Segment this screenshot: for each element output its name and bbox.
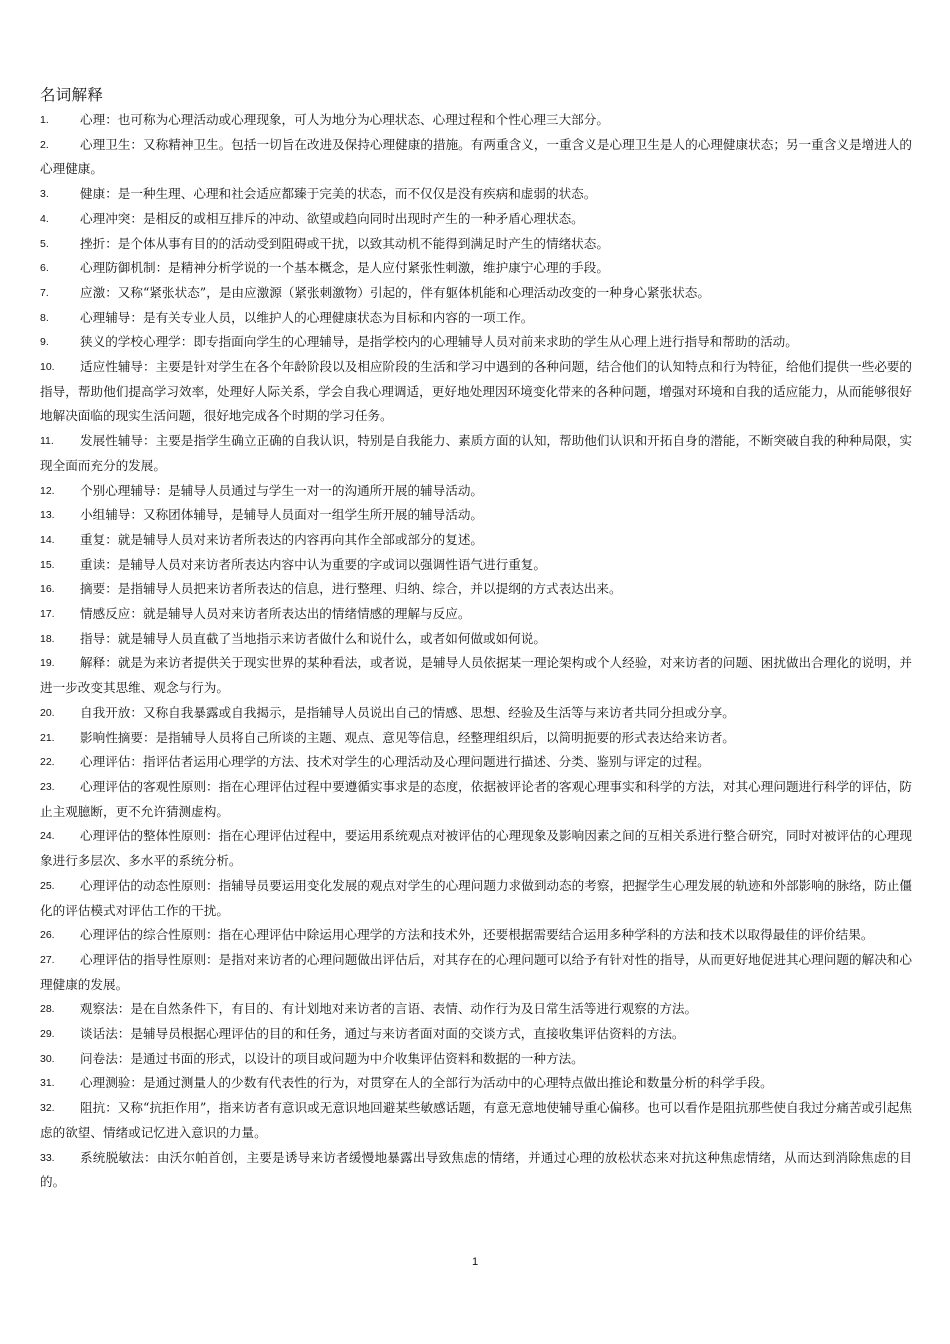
term-number: 13. <box>40 509 55 522</box>
term-number: 18. <box>40 632 55 645</box>
term-definition-text: 系统脱敏法：由沃尔帕首创，主要是诱导来访者缓慢地暴露出导致焦虑的情绪，并通过心理的放松状态来对抗这种焦虑情绪，从而达到消除焦虑的目的。 <box>40 1149 912 1190</box>
term-definition-text: 心理防御机制：是精神分析学说的一个基本概念，是人应付紧张性刺激，维护康宁心理的手段。 <box>80 260 609 276</box>
term-item <box>40 108 912 133</box>
term-definition-text: 心理评估的综合性原则：指在心理评估中除运用心理学的方法和技术外，还要根据需要结合运用多种学科的方法和技术以取得最佳的评价结果。 <box>80 927 874 943</box>
term-number: 2. <box>40 138 49 151</box>
document-title: 名词解释 <box>40 86 104 104</box>
term-definition-text: 心理评估的动态性原则：指辅导员要运用变化发展的观点对学生的心理问题力求做到动态的考察，把握学生心理发展的轨迹和外部影响的脉络，防止僵化的评估模式对评估工作的干扰。 <box>40 877 912 918</box>
term-definition-text: 摘要：是指辅导人员把来访者所表达的信息，进行整理、归纳、综合，并以提纲的方式表达出来。 <box>80 581 622 597</box>
term-number: 10. <box>40 361 55 374</box>
term-item <box>40 1022 912 1047</box>
term-number: 14. <box>40 533 55 546</box>
term-number: 1. <box>40 114 49 126</box>
term-item <box>40 256 912 281</box>
term-definition-text: 影响性摘要：是指辅导人员将自己所谈的主题、观点、意见等信息，经整理组织后，以简明扼要的形式表达给来访者。 <box>80 729 735 745</box>
term-definition-text: 心理卫生：又称精神卫生。包括一切旨在改进及保持心理健康的措施。有两重含义，一重含义是心理卫生是人的心理健康状态；另一重含义是增进人的心理健康。 <box>40 136 912 177</box>
term-definition-text: 发展性辅导：主要是指学生确立正确的自我认识，特别是自我能力、素质方面的认知，帮助他们认识和开拓自身的潜能，不断突破自我的种种局限，实现全面而充分的发展。 <box>40 433 912 473</box>
term-item <box>40 133 912 182</box>
term-number: 20. <box>40 706 55 719</box>
term-item <box>40 577 912 602</box>
term-definition-text: 心理评估：指评估者运用心理学的方法、技术对学生的心理活动及心理问题进行描述、分类、鉴别与评定的过程。 <box>80 754 710 770</box>
term-definition-text: 小组辅导：又称团体辅导，是辅导人员面对一组学生所开展的辅导活动。 <box>80 507 483 523</box>
term-number: 30. <box>40 1052 55 1065</box>
term-number: 24. <box>40 830 55 843</box>
term-item <box>40 997 912 1022</box>
term-item <box>40 701 912 726</box>
page-number: 1 <box>471 1256 479 1268</box>
term-item <box>40 503 912 528</box>
term-item <box>40 330 912 355</box>
term-definition-text: 问卷法：是通过书面的形式，以设计的项目或问题为中介收集评估资料和数据的一种方法。 <box>80 1050 584 1066</box>
term-number: 31. <box>40 1077 55 1090</box>
term-definition-text: 健康：是一种生理、心理和社会适应都臻于完美的状态，而不仅仅是没有疾病和虚弱的状态。 <box>80 186 597 202</box>
term-definition-list <box>40 108 912 1195</box>
term-number: 25. <box>40 879 55 892</box>
term-number: 17. <box>40 608 55 621</box>
term-item <box>40 651 912 700</box>
term-item <box>40 553 912 578</box>
term-item <box>40 528 912 553</box>
term-item <box>40 1096 912 1145</box>
term-number: 15. <box>40 558 55 571</box>
term-item <box>40 775 912 824</box>
term-item <box>40 355 912 429</box>
term-number: 26. <box>40 929 55 942</box>
term-number: 4. <box>40 212 49 225</box>
term-item <box>40 232 912 257</box>
term-item <box>40 750 912 775</box>
term-number: 22. <box>40 756 55 769</box>
term-item <box>40 1047 912 1072</box>
term-item <box>40 207 912 232</box>
term-number: 32. <box>40 1102 55 1115</box>
term-definition-text: 重复：就是辅导人员对来访者所表达的内容再向其作全部或部分的复述。 <box>80 531 483 547</box>
term-number: 5. <box>40 237 49 250</box>
term-definition-text: 心理辅导：是有关专业人员，以维护人的心理健康状态为目标和内容的一项工作。 <box>80 309 534 325</box>
term-definition-text: 适应性辅导：主要是针对学生在各个年龄阶段以及相应阶段的生活和学习中遇到的各种问题，结合他们的认知特点和行为特征，给他们提供一些必要的指导，帮助他们提高学习效率，处理好人际关系，学会自我心理调适，更好地处理因环境变化带来的各种问题，增强对环境和自我的适应能力，从而能够很好地解决面临的现实生活问题，很好地完成各个时期的学习任务。 <box>40 359 912 424</box>
term-definition-text: 重读：是辅导人员对来访者所表达内容中认为重要的字或词以强调性语气进行重复。 <box>80 556 546 572</box>
term-item <box>40 1146 912 1195</box>
term-item <box>40 429 912 478</box>
term-item <box>40 824 912 873</box>
term-definition-text: 挫折：是个体从事有目的的活动受到阻碍或干扰，以致其动机不能得到满足时产生的情绪状态。 <box>80 235 609 251</box>
term-definition-text: 观察法：是在自然条件下，有目的、有计划地对来访者的言语、表情、动作行为及日常生活等进行观察的方法。 <box>80 1001 698 1017</box>
term-definition-text: 心理冲突：是相反的或相互排斥的冲动、欲望或趋向同时出现时产生的一种矛盾心理状态。 <box>80 210 584 226</box>
term-number: 6. <box>40 262 49 275</box>
term-number: 28. <box>40 1003 55 1016</box>
term-definition-text: 谈话法：是辅导员根据心理评估的目的和任务，通过与来访者面对面的交谈方式，直接收集评估资料的方法。 <box>80 1026 685 1042</box>
term-number: 3. <box>40 188 49 201</box>
term-item <box>40 1071 912 1096</box>
term-definition-text: 自我开放：又称自我暴露或自我揭示，是指辅导人员说出自己的情感、思想、经验及生活等与来访者共同分担或分享。 <box>80 704 735 720</box>
term-definition-text: 情感反应：就是辅导人员对来访者所表达出的情绪情感的理解与反应。 <box>80 606 471 622</box>
term-definition-text: 心理测验：是通过测量人的少数有代表性的行为，对贯穿在人的全部行为活动中的心理特点做出推论和数量分析的科学手段。 <box>80 1075 773 1091</box>
term-number: 7. <box>40 286 49 299</box>
term-number: 11. <box>40 435 54 448</box>
term-item <box>40 306 912 331</box>
term-item <box>40 281 912 306</box>
term-item <box>40 726 912 751</box>
term-definition-text: 解释：就是为来访者提供关于现实世界的某种看法，或者说，是辅导人员依据某一理论架构或个人经验，对来访者的问题、困扰做出合理化的说明，并进一步改变其思维、观念与行为。 <box>40 655 912 696</box>
term-item <box>40 923 912 948</box>
term-definition-text: 心理评估的客观性原则：指在心理评估过程中要遵循实事求是的态度，依据被评论者的客观心理事实和科学的方法，对其心理问题进行科学的评估，防止主观臆断，更不允许猜测虚构。 <box>40 778 912 819</box>
term-number: 8. <box>40 311 49 324</box>
term-definition-text: 心理评估的整体性原则：指在心理评估过程中，要运用系统观点对被评估的心理现象及影响因素之间的互相关系进行整合研究，同时对被评估的心理现象进行多层次、多水平的系统分析。 <box>40 828 912 869</box>
term-definition-text: 阻抗：又称“抗拒作用”，指来访者有意识或无意识地回避某些敏感话题，有意无意地使辅导重心偏移。也可以看作是阻抗那些使自我过分痛苦或引起焦虑的欲望、情绪或记忆进入意识的力量。 <box>40 1100 912 1140</box>
term-item <box>40 602 912 627</box>
term-number: 33. <box>40 1151 55 1164</box>
term-number: 21. <box>40 731 55 744</box>
term-number: 23. <box>40 780 55 793</box>
term-definition-text: 应激：又称“紧张状态”，是由应激源（紧张刺激物）引起的，伴有躯体机能和心理活动改变的一种身心紧张状态。 <box>80 284 710 300</box>
term-number: 9. <box>40 336 49 349</box>
term-item <box>40 874 912 923</box>
term-item <box>40 182 912 207</box>
term-definition-text: 心理评估的指导性原则：是指对来访者的心理问题做出评估后，对其存在的心理问题可以给予有针对性的指导，从而更好地促进其心理问题的解决和心理健康的发展。 <box>40 951 912 992</box>
term-item <box>40 479 912 504</box>
term-definition-text: 狭义的学校心理学：即专指面向学生的心理辅导，是指学校内的心理辅导人员对前来求助的学生从心理上进行指导和帮助的活动。 <box>80 334 798 350</box>
term-number: 19. <box>40 657 55 670</box>
term-number: 29. <box>40 1028 55 1041</box>
term-number: 12. <box>40 484 55 497</box>
term-item <box>40 948 912 997</box>
term-definition-text: 个别心理辅导：是辅导人员通过与学生一对一的沟通所开展的辅导活动。 <box>80 482 483 498</box>
term-definition-text: 心理：也可称为心理活动或心理现象，可人为地分为心理状态、心理过程和个性心理三大部分。 <box>80 112 609 127</box>
term-number: 16. <box>40 583 55 596</box>
term-definition-text: 指导：就是辅导人员直截了当地指示来访者做什么和说什么，或者如何做或如何说。 <box>80 630 546 646</box>
term-number: 27. <box>40 953 55 966</box>
term-item <box>40 627 912 652</box>
